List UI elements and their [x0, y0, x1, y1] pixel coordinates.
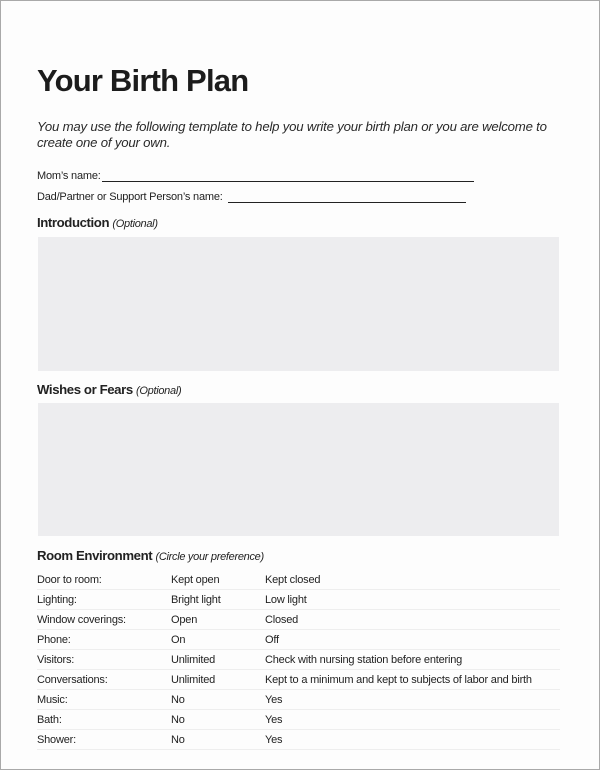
option-a[interactable]: On	[171, 633, 186, 646]
partner-name-label: Dad/Partner or Support Person’s name:	[37, 191, 223, 203]
introduction-title: Introduction	[37, 215, 110, 230]
option-a[interactable]: Unlimited	[171, 673, 216, 686]
option-a[interactable]: Bright light	[171, 593, 221, 606]
row-label: Door to room:	[37, 573, 102, 586]
table-row	[37, 650, 560, 670]
option-b[interactable]: Closed	[265, 613, 299, 626]
row-label: Shower:	[37, 733, 76, 746]
table-row	[37, 630, 560, 650]
option-b[interactable]: Check with nursing station before entering	[265, 653, 463, 666]
row-label: Visitors:	[37, 653, 75, 666]
option-a[interactable]: Kept open	[171, 573, 220, 586]
row-label: Music:	[37, 693, 68, 706]
option-b[interactable]: Yes	[265, 733, 283, 746]
wishes-heading	[37, 382, 181, 397]
room-environment-table	[37, 570, 560, 750]
table-row	[37, 670, 560, 690]
table-row	[37, 610, 560, 630]
room-environment-note: (Circle your preference)	[155, 551, 264, 563]
option-b[interactable]: Kept closed	[265, 573, 321, 586]
table-row	[37, 730, 560, 750]
row-label: Lighting:	[37, 593, 77, 606]
option-a[interactable]: Open	[171, 613, 198, 626]
option-b[interactable]: Yes	[265, 713, 283, 726]
row-label: Phone:	[37, 633, 71, 646]
partner-name-field	[37, 190, 466, 203]
room-environment-heading	[37, 548, 264, 563]
table-row	[37, 710, 560, 730]
page-title: Your Birth Plan	[37, 63, 249, 98]
wishes-title: Wishes or Fears	[37, 382, 133, 397]
option-a[interactable]: No	[171, 693, 185, 706]
table-row	[37, 590, 560, 610]
mom-name-field	[37, 169, 474, 182]
table-row	[37, 690, 560, 710]
option-a[interactable]: Unlimited	[171, 653, 216, 666]
row-label: Bath:	[37, 713, 62, 726]
row-label: Conversations:	[37, 673, 108, 686]
table-row	[37, 570, 560, 590]
introduction-textbox[interactable]	[38, 237, 559, 371]
wishes-note: (Optional)	[136, 385, 182, 397]
option-b[interactable]: Low light	[265, 593, 307, 606]
instructions-text: You may use the following template to help you write your birth plan or you are welcome to create one of your own.	[37, 119, 547, 150]
option-a[interactable]: No	[171, 733, 185, 746]
option-b[interactable]: Yes	[265, 693, 283, 706]
row-label: Window coverings:	[37, 613, 126, 626]
room-environment-title: Room Environment	[37, 548, 153, 563]
option-b[interactable]: Off	[265, 633, 279, 646]
introduction-heading	[37, 215, 158, 230]
introduction-note: (Optional)	[112, 218, 158, 230]
mom-name-input[interactable]	[102, 169, 474, 182]
option-a[interactable]: No	[171, 713, 185, 726]
partner-name-input[interactable]	[228, 190, 466, 203]
wishes-textbox[interactable]	[38, 403, 559, 536]
mom-name-label: Mom’s name:	[37, 170, 101, 182]
option-b[interactable]: Kept to a minimum and kept to subjects of labor and birth	[265, 673, 532, 686]
